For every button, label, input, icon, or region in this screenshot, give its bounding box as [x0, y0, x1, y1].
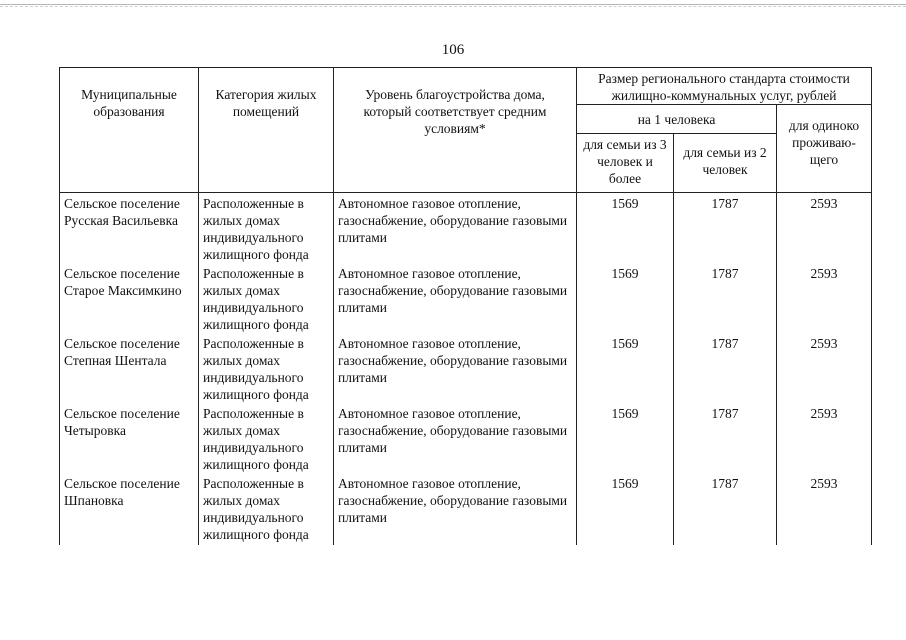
table-row — [60, 263, 872, 333]
scan-top-edge — [0, 4, 906, 5]
cell-single: 2593 — [777, 193, 872, 264]
cell-family3: 1569 — [577, 263, 674, 333]
cell-family2: 1787 — [674, 263, 777, 333]
table-row — [60, 403, 872, 473]
table-row — [60, 333, 872, 403]
utility-standard-table — [59, 67, 872, 545]
cell-category: Расположенные в жилых домах индивидуального жилищного фонда — [199, 263, 334, 333]
cell-single: 2593 — [777, 263, 872, 333]
header-single: для одиноко проживаю-щего — [777, 105, 872, 193]
cell-family3: 1569 — [577, 403, 674, 473]
cell-family2: 1787 — [674, 403, 777, 473]
header-family2: для семьи из 2 человек — [674, 134, 777, 193]
header-municipality: Муниципальные образования — [60, 68, 199, 193]
cell-category: Расположенные в жилых домах индивидуального жилищного фонда — [199, 333, 334, 403]
page-number: 106 — [441, 42, 465, 58]
table-row — [60, 473, 872, 545]
cell-level: Автономное газовое отопление, газоснабжение, оборудование газовыми плитами — [334, 193, 577, 264]
cell-municipality: Сельское поселение Четыровка — [60, 403, 199, 473]
cell-category: Расположенные в жилых домах индивидуального жилищного фонда — [199, 193, 334, 264]
cell-level: Автономное газовое отопление, газоснабжение, оборудование газовыми плитами — [334, 473, 577, 545]
header-level: Уровень благоустройства дома, который соответствует средним условиям* — [334, 68, 577, 193]
cell-level: Автономное газовое отопление, газоснабжение, оборудование газовыми плитами — [334, 333, 577, 403]
cell-municipality: Сельское поселение Шпановка — [60, 473, 199, 545]
header-family3: для семьи из 3 человек и более — [577, 134, 674, 193]
cell-family2: 1787 — [674, 193, 777, 264]
cell-family2: 1787 — [674, 333, 777, 403]
cell-municipality: Сельское поселение Старое Максимкино — [60, 263, 199, 333]
cell-single: 2593 — [777, 473, 872, 545]
header-per-person: на 1 человека — [577, 105, 777, 134]
cell-level: Автономное газовое отопление, газоснабжение, оборудование газовыми плитами — [334, 263, 577, 333]
cell-single: 2593 — [777, 403, 872, 473]
cell-category: Расположенные в жилых домах индивидуального жилищного фонда — [199, 403, 334, 473]
scan-top-edge-shadow — [0, 6, 906, 7]
cell-level: Автономное газовое отопление, газоснабжение, оборудование газовыми плитами — [334, 403, 577, 473]
cell-family3: 1569 — [577, 193, 674, 264]
cell-municipality: Сельское поселение Степная Шентала — [60, 333, 199, 403]
cell-single: 2593 — [777, 333, 872, 403]
cell-family3: 1569 — [577, 473, 674, 545]
cell-category: Расположенные в жилых домах индивидуального жилищного фонда — [199, 473, 334, 545]
cell-municipality: Сельское поселение Русская Васильевка — [60, 193, 199, 264]
header-category: Категория жилых помещений — [199, 68, 334, 193]
cell-family2: 1787 — [674, 473, 777, 545]
cell-family3: 1569 — [577, 333, 674, 403]
header-standard: Размер регионального стандарта стоимости жилищно-коммунальных услуг, рублей — [577, 68, 872, 105]
table-row — [60, 193, 872, 264]
